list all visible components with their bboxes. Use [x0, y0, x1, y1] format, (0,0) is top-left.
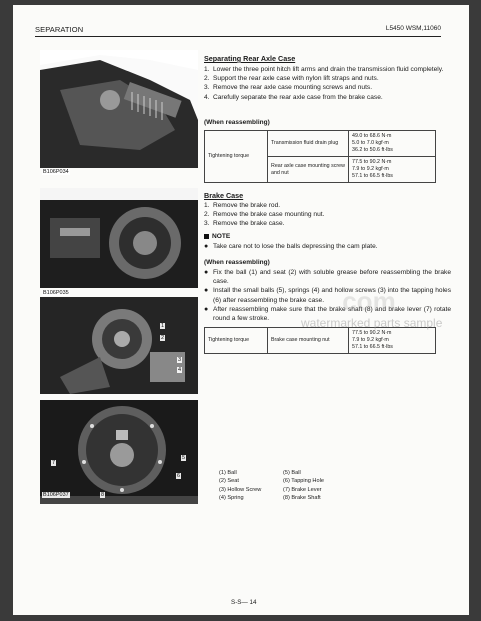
bullet-icon: ● — [204, 305, 209, 313]
parts-legend — [219, 469, 373, 502]
watermark-large: .com — [335, 286, 396, 316]
step-item: 2. Support the rear axle case with nylon lift straps and nuts. — [204, 75, 379, 83]
rear-axle-title: Separating Rear Axle Case — [204, 54, 296, 63]
callout-number: 7 — [52, 460, 56, 466]
brake-case-torque-table — [204, 327, 436, 354]
when-reassembling-heading: (When reassembling) — [204, 259, 270, 266]
reassembly-item: ● Fix the ball (1) and seat (2) with soluble grease before reassembling the brake case. — [204, 269, 451, 286]
photo-caption: B106P035 — [43, 290, 69, 296]
torque-label: Tightening torque — [205, 328, 268, 354]
callout-number: 8 — [101, 492, 105, 498]
callout-number: 5 — [182, 455, 186, 461]
torque-values: 77.5 to 90.2 N·m 7.9 to 9.2 kgf·m 57.1 to 66.5 ft·lbs — [349, 157, 436, 183]
page-number: S-S— 14 — [231, 599, 257, 606]
bullet-icon: ● — [204, 243, 209, 250]
when-reassembling-heading: (When reassembling) — [204, 119, 270, 126]
bullet-icon: ● — [204, 287, 209, 295]
step-item: 3. Remove the brake case. — [204, 220, 285, 228]
legend-item: (4) Spring — [219, 494, 244, 501]
photo-caption: B106P034 — [43, 169, 69, 175]
step-item: 4. Carefully separate the rear axle case from the brake case. — [204, 93, 383, 101]
callout-number: 1 — [161, 323, 165, 329]
watermark-small: watermarked parts sample — [301, 316, 443, 330]
reassembly-item: ● After reassembling make sure that the brake shaft (8) and brake lever (7) rotate round a few stroke. — [204, 305, 451, 323]
torque-values: 77.5 to 90.2 N·m 7.9 to 9.2 kgf·m 57.1 to 66.5 ft·lbs — [349, 328, 436, 354]
brake-case-title: Brake Case — [204, 191, 244, 200]
torque-item: Rear axle case mounting screw and nut — [268, 157, 349, 183]
photo-caption: B106P037 — [43, 492, 69, 498]
callout-number: 4 — [178, 367, 182, 373]
legend-item: (1) Ball — [219, 470, 237, 476]
torque-label: Tightening torque — [205, 131, 268, 183]
legend-item: (3) Hollow Screw — [219, 486, 262, 493]
step-item: 3. Remove the rear axle case mounting screws and nuts. — [204, 84, 373, 92]
bullet-icon: ● — [204, 269, 209, 276]
photo-rear-axle-lift — [40, 50, 198, 168]
section-header: SEPARATION — [35, 25, 84, 34]
reassembly-item: ● Install the small balls (5), springs (4) and hollow screws (3) into the tapping holes (6) after reassembling the brake case. — [204, 287, 451, 304]
brake-case-steps — [204, 201, 451, 229]
note-square-icon — [204, 234, 209, 239]
callout-number: 3 — [178, 357, 182, 363]
legend-item: (7) Brake Lever — [283, 486, 322, 493]
manual-code: L5450 WSM,11060 — [385, 25, 441, 32]
note-heading: NOTE — [204, 233, 230, 240]
callout-number: 2 — [161, 335, 165, 341]
photo-brake-case-parts — [40, 400, 198, 504]
legend-item: (2) Seat — [219, 478, 239, 485]
legend-item: (5) Ball — [283, 470, 301, 476]
legend-item: (8) Brake Shaft — [283, 494, 321, 501]
torque-values: 49.0 to 68.6 N·m 5.0 to 7.0 kgf·m 36.2 to 50.6 ft·lbs — [349, 131, 436, 157]
manual-page — [13, 5, 469, 615]
photo-brake-case-removal — [40, 188, 198, 288]
callout-number: 6 — [177, 473, 181, 479]
rear-axle-steps — [204, 65, 451, 102]
rear-axle-torque-table — [204, 130, 436, 183]
torque-item: Transmission fluid drain plug — [268, 131, 349, 157]
step-item: 1. Remove the brake rod. — [204, 202, 281, 209]
torque-item: Brake case mounting nut — [268, 328, 349, 354]
header-rule — [35, 36, 441, 37]
legend-item: (6) Tapping Hole — [283, 478, 324, 485]
photo-brake-case-inner — [40, 297, 198, 394]
step-item: 2. Remove the brake case mounting nut. — [204, 211, 325, 219]
note-item: ● Take care not to lose the balls depressing the cam plate. — [204, 243, 378, 250]
reassembly-list — [204, 268, 451, 323]
step-item: 1. Lower the three point hitch lift arms and drain the transmission fluid completely. — [204, 66, 444, 73]
note-list — [204, 242, 451, 251]
